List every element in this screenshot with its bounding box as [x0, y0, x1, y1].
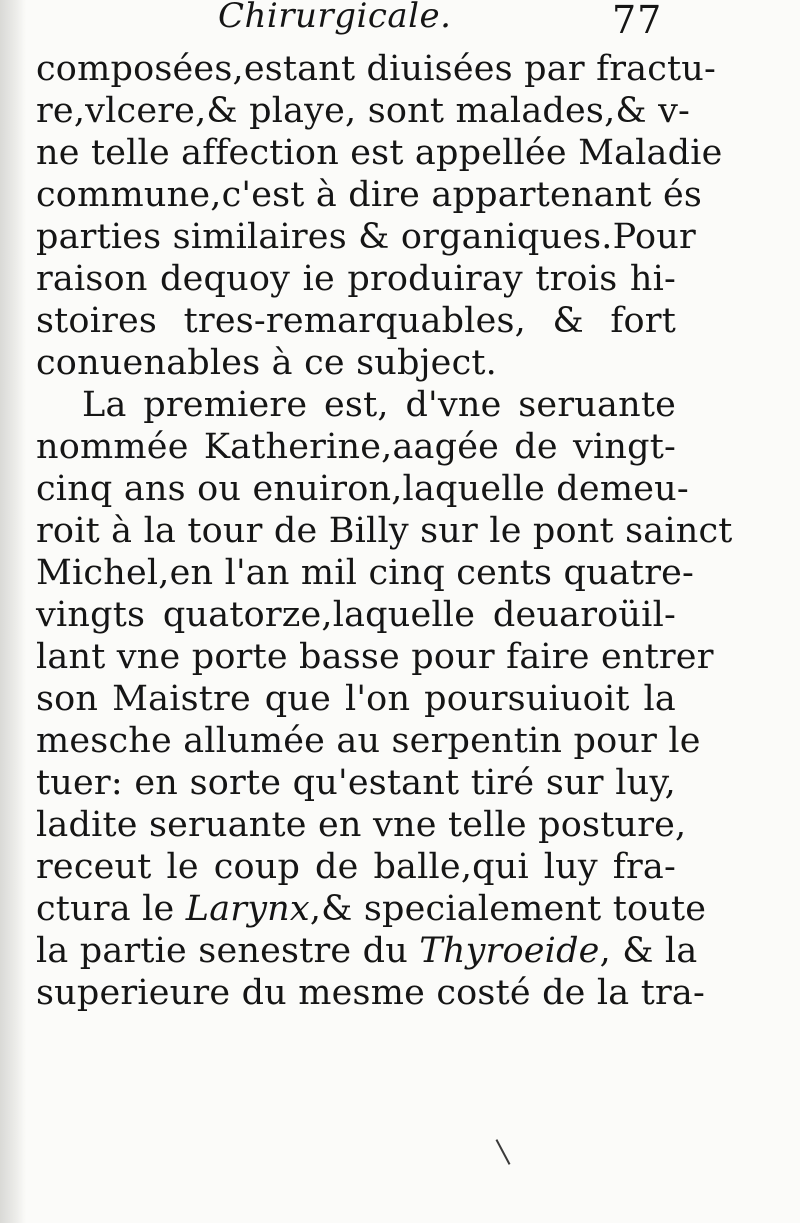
text-line: commune,c'est à dire appartenant és: [36, 175, 703, 215]
text-line: mesche allumée au serpentin pour le: [36, 721, 701, 761]
text-line: parties similaires & organiques.Pour: [36, 217, 696, 257]
text-line-with-italic: [36, 930, 698, 972]
text-segment: la partie senestre du: [36, 931, 420, 971]
text-segment: , & la: [599, 931, 698, 971]
page-number: 77: [612, 0, 663, 42]
text-line: superieure du mesme costé de la tra-: [36, 973, 705, 1013]
text-line: son Maistre que l'on poursuiuoit la: [36, 679, 676, 719]
ink-mark: [496, 1139, 511, 1165]
text-line: ne telle affection est appellée Maladie: [36, 133, 723, 173]
italic-term-thyroeide: Thyroeide: [419, 931, 600, 971]
text-line: receut le coup de balle,qui luy fra-: [36, 847, 676, 887]
page-header: [0, 0, 800, 44]
text-line: ladite seruante en vne telle posture,: [36, 805, 687, 845]
italic-term-larynx: Larynx: [185, 889, 310, 929]
text-line: tuer: en sorte qu'estant tiré sur luy,: [36, 763, 676, 803]
text-line: roit à la tour de Billy sur le pont sainct: [36, 511, 733, 551]
text-line-with-italic: [36, 888, 707, 930]
running-head: Chirurgicale.: [218, 0, 452, 36]
text-line: nommée Katherine,aagée de vingt-: [36, 427, 676, 467]
text-segment: ctura le: [36, 889, 186, 929]
text-line: conuenables à ce subject.: [36, 343, 497, 383]
page-gutter: [0, 0, 26, 1223]
text-line: lant vne porte basse pour faire entrer: [36, 637, 714, 677]
text-line: re,vlcere,& playe, sont malades,& v-: [36, 91, 691, 131]
text-line: vingts quatorze,laquelle deuaroüil-: [36, 595, 676, 635]
text-line: raison dequoy ie produiray trois hi-: [36, 259, 676, 299]
text-line: Michel,en l'an mil cinq cents quatre-: [36, 553, 695, 593]
text-line: cinq ans ou enuiron,laquelle demeu-: [36, 469, 689, 509]
text-line: composées,estant diuisées par fractu-: [36, 49, 717, 89]
text-line: stoires tres-remarquables, & fort: [36, 301, 676, 341]
body-text: [36, 48, 733, 1014]
paragraph-first-line: La premiere est, d'vne seruante: [82, 385, 676, 425]
text-segment: ,& specialement toute: [309, 889, 707, 929]
